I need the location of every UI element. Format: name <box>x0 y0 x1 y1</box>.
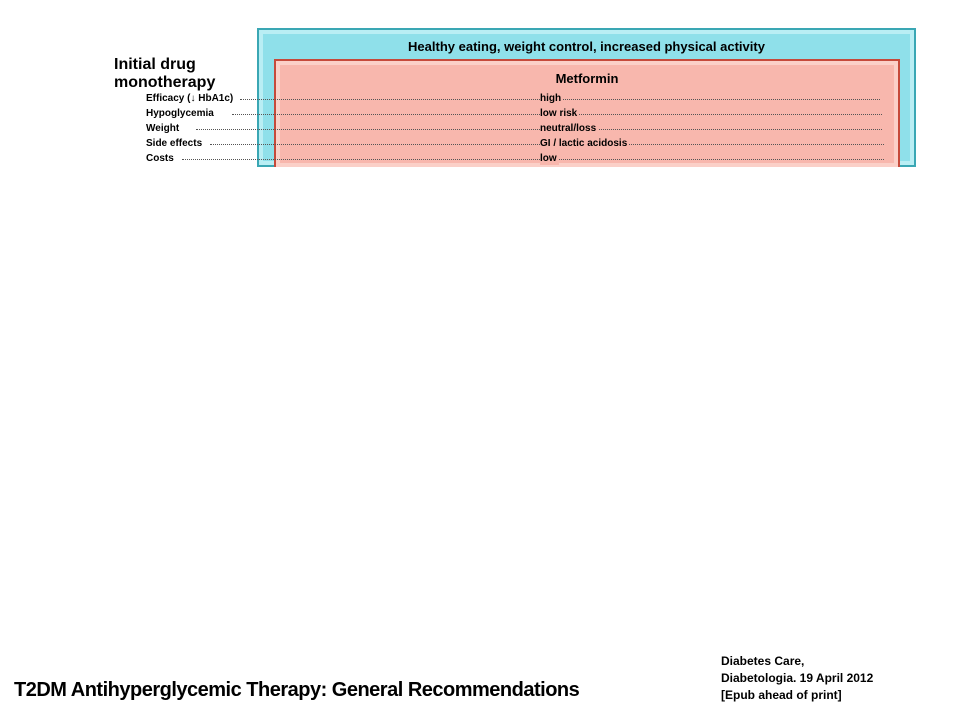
leader-line-costs <box>182 159 884 160</box>
section-heading <box>114 56 215 92</box>
row-value-hypoglycemia: low risk <box>540 108 578 119</box>
row-value-efficacy: high <box>540 93 562 104</box>
row-label-hypoglycemia: Hypoglycemia <box>146 108 214 119</box>
reference-line-2: Diabetologia. 19 April 2012 <box>721 671 874 685</box>
row-value-weight: neutral/loss <box>540 123 597 134</box>
slide-title: T2DM Antihyperglycemic Therapy: General Recommendations <box>14 679 580 701</box>
reference-citation <box>721 653 873 704</box>
lifestyle-title: Healthy eating, weight control, increased physical activity <box>408 39 765 54</box>
row-label-costs: Costs <box>146 153 174 164</box>
row-value-costs: low <box>540 153 557 164</box>
heading-line-2: monotherapy <box>114 74 216 91</box>
row-label-side-effects: Side effects <box>146 138 203 149</box>
reference-line-3: [Epub ahead of print] <box>721 688 842 702</box>
heading-line-1: Initial drug <box>114 56 196 73</box>
leader-line-weight <box>196 129 882 130</box>
row-value-side-effects: GI / lactic acidosis <box>540 138 628 149</box>
reference-line-1: Diabetes Care, <box>721 654 805 668</box>
metformin-panel <box>274 59 900 167</box>
row-label-weight: Weight <box>146 123 180 134</box>
row-label-efficacy: Efficacy (↓ HbA1c) <box>146 93 234 104</box>
metformin-title: Metformin <box>555 71 619 86</box>
